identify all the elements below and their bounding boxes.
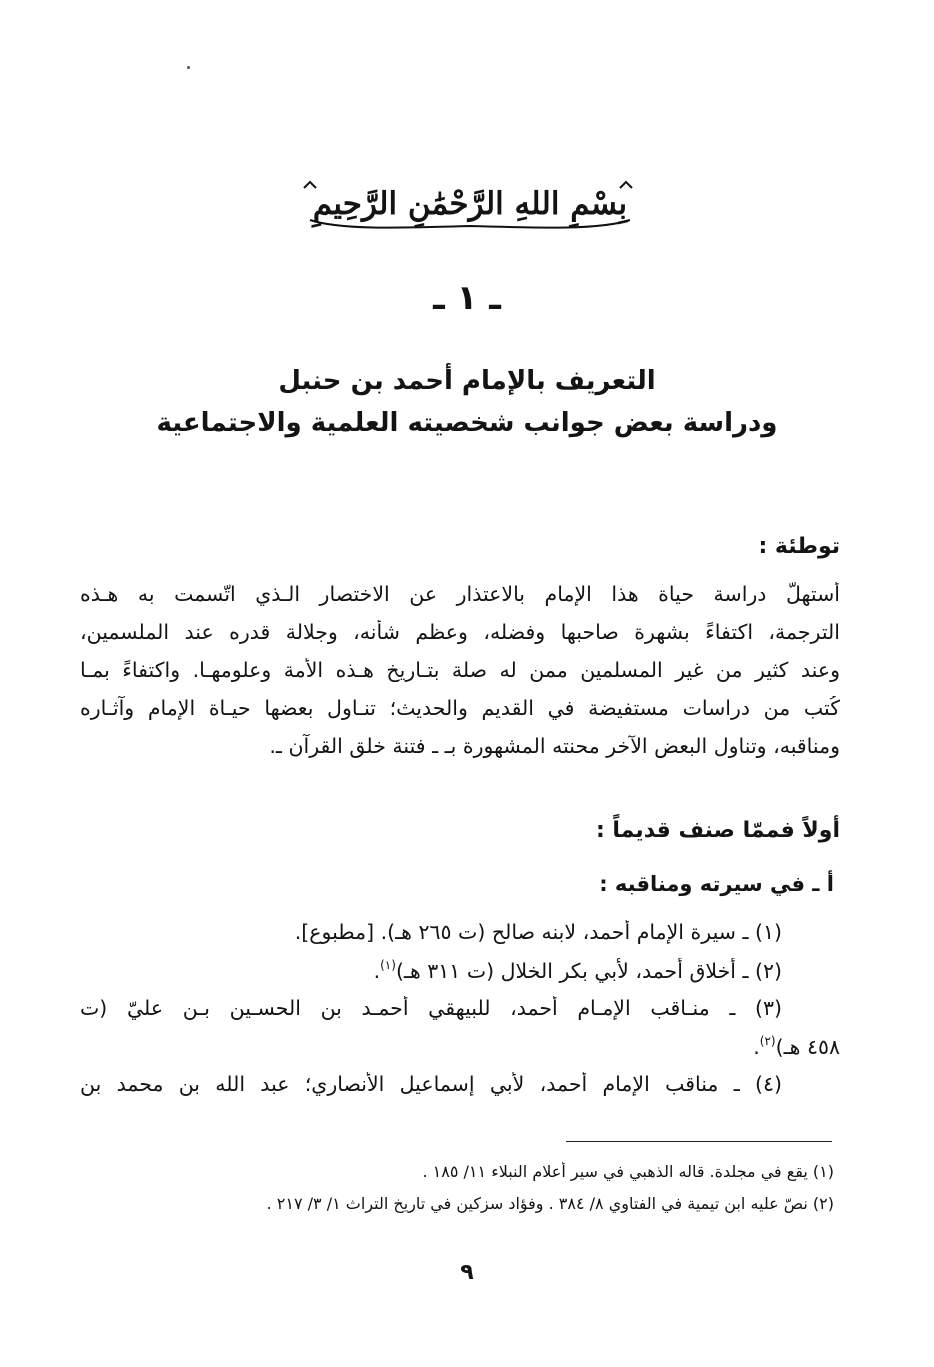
basmala-text: بِسْمِ اللهِ الرَّحْمَٰنِ الرَّحِيمِ (312, 186, 628, 222)
paragraph-line: وعند كثير من غير المسلمين ممن له صلة بتـاريخ هـذه الأمة وعلومهـا. واكتفاءً بمـا (80, 658, 840, 682)
list-item-period: . (373, 959, 381, 983)
list-item-continuation (80, 1034, 840, 1072)
list-item (80, 1072, 840, 1110)
footnote-ref: (٢) (759, 1034, 776, 1048)
list-item (80, 958, 840, 996)
list-item-period: . (753, 1035, 760, 1059)
list-item (80, 996, 840, 1034)
footnote-divider (566, 1141, 832, 1142)
chapter-number: ـ ١ ـ (433, 278, 501, 318)
page-number: ٩ (460, 1260, 474, 1285)
footnote: (١) يقع في مجلدة. قاله الذهبي في سير أعلام النبلاء ١١/ ١٨٥ . (422, 1162, 834, 1181)
list-item-text: ٤٥٨ هـ) (775, 1035, 840, 1059)
list-item-text: (٢) ـ أخلاق أحمد، لأبي بكر الخلال (ت ٣١١ هـ) (395, 959, 782, 983)
chapter-title-line-2: ودراسة بعض جوانب شخصيته العلمية والاجتماعية (156, 408, 778, 438)
basmala-calligraphy (280, 170, 660, 238)
list-item-text: (١) ـ سيرة الإمام أحمد، لابنه صالح (ت ٢٦٥ هـ). [مطبوع]. (294, 920, 782, 944)
list-item-text: (٣) ـ منـاقب الإمـام أحمد، للبيهقي أحمـد بن الحسـين بـن عليّ (ت (80, 996, 782, 1020)
basmala-flourish (280, 170, 660, 238)
footnote-ref: (١) (380, 958, 396, 972)
works-list (80, 920, 840, 1110)
intro-paragraph (80, 582, 840, 772)
footnotes (80, 1162, 834, 1226)
paragraph-line: أستهلّ دراسة حياة هذا الإمام بالاعتذار عن الاختصار الـذي اتّسمت به هـذه (80, 582, 840, 606)
speck (187, 66, 190, 69)
paragraph-line: كُتب من دراسات مستفيضة في القديم والحديث؛ تنـاول بعضها حيـاة الإمام وآثـاره (80, 696, 840, 720)
section-heading: أولاً فممّا صنف قديماً : (595, 818, 840, 843)
intro-heading: توطئة : (758, 534, 840, 559)
paragraph-line: ومناقبه، وتناول البعض الآخر محنته المشهورة بـ ـ فتنة خلق القرآن ـ. (269, 734, 840, 758)
subsection-heading: أ ـ في سيرته ومناقبه : (599, 872, 834, 896)
list-item (80, 920, 840, 958)
list-item-text: (٤) ـ مناقب الإمام أحمد، لأبي إسماعيل الأنصاري؛ عبد الله بن محمد بن (80, 1072, 782, 1096)
chapter-title-line-1: التعريف بالإمام أحمد بن حنبل (278, 366, 656, 396)
paragraph-line: الترجمة، اكتفاءً بشهرة صاحبها وفضله، وعظم شأنه، وجلالة قدره عند الملسمين، (80, 620, 840, 644)
footnote: (٢) نصّ عليه ابن تيمية في الفتاوي ٨/ ٣٨٤ . وفؤاد سزكين في تاريخ التراث ١/ ٣/ ٢١٧ . (266, 1194, 834, 1213)
